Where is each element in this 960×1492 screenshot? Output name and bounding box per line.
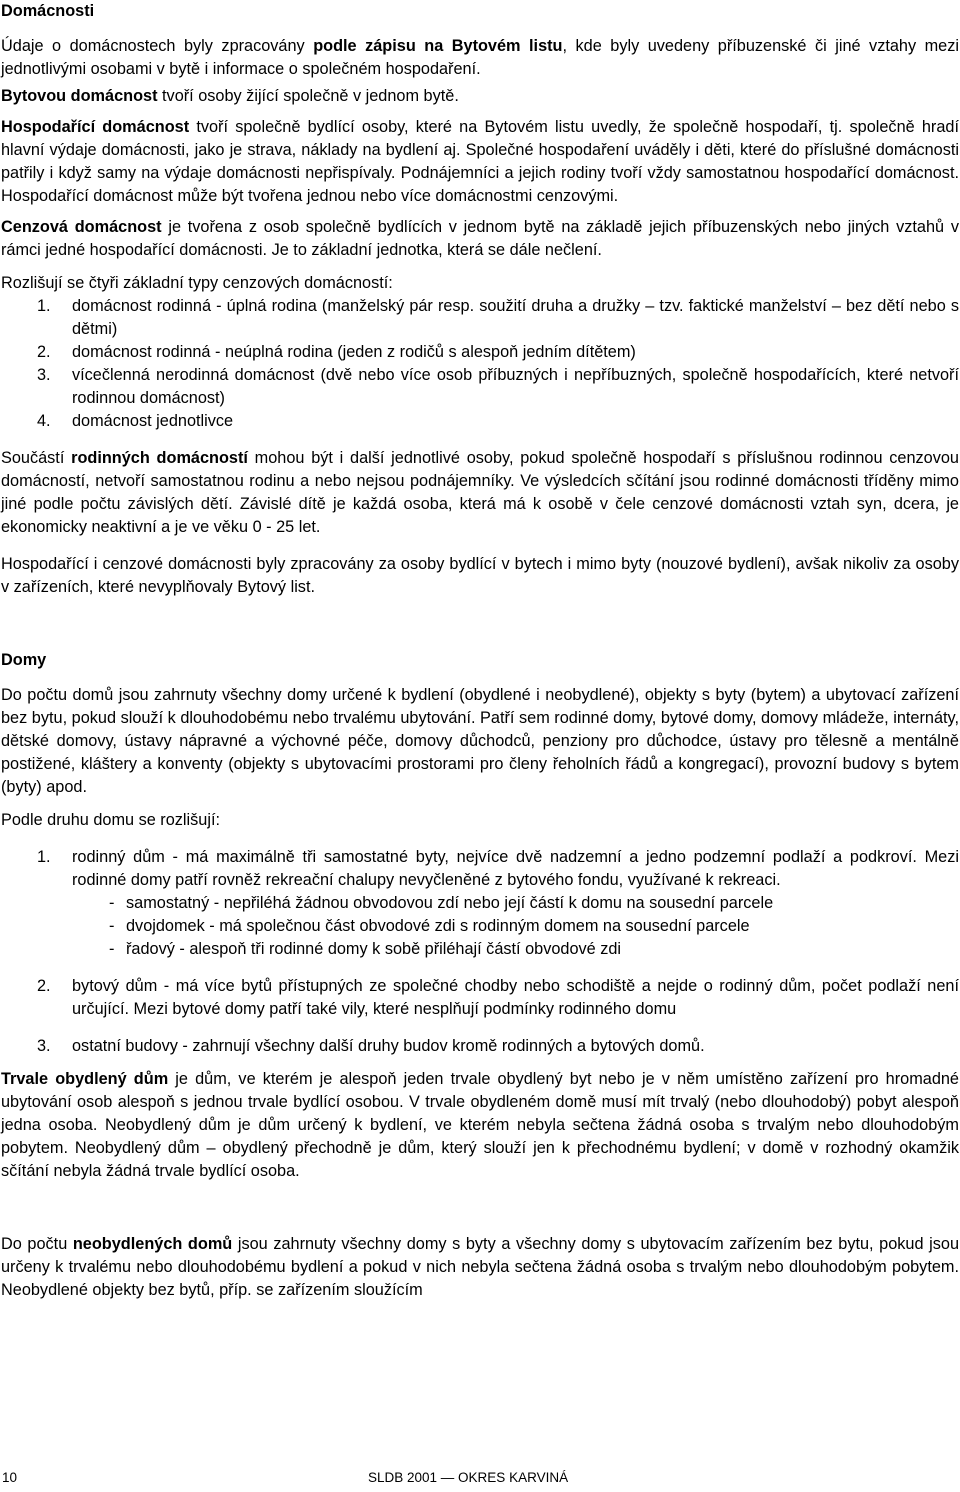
list-item-text: domácnost jednotlivce <box>72 412 234 430</box>
list-number: 3. <box>37 366 51 384</box>
list-number: 2. <box>37 977 51 995</box>
list-item <box>1 410 959 433</box>
list-item-text: domácnost rodinná - neúplná rodina (jeden z rodičů s alespoň jedním dítětem) <box>72 343 636 361</box>
list-item-text: ostatní budovy - zahrnují všechny další druhy budov kromě rodinných a bytových domů. <box>72 1037 705 1055</box>
sub-list-text: samostatný - nepřiléhá žádnou obvodovou zdí nebo její částí k domu na sousední parcele <box>126 894 774 912</box>
list-item <box>1 975 959 1021</box>
list-item <box>1 364 959 410</box>
sub-list-text: řadový - alespoň tři rodinné domy k sobě přiléhají částí obvodové zdi <box>126 940 622 958</box>
paragraph <box>1 116 959 208</box>
paragraph <box>1 35 959 81</box>
text-run: jsou zahrnuty všechny domy s byty a všechny domy s ubytovacím zařízením bez bytu, pokud jsou určeny k trvalému nebo dlouhodobému bydlení a pokud v nich nebyla sečtena žádná osoba s trvalým nebo dlouhodobým pobytem. Neobydlené objekty bez bytů, příp. se zařízením sloužícím <box>1 1235 959 1299</box>
page-number: 10 <box>2 1470 18 1485</box>
bold-term: neobydlených domů <box>72 1235 233 1253</box>
household-types-list <box>1 295 959 433</box>
text-run: Do počtu <box>1 1235 73 1253</box>
text-run: je dům, ve kterém je alespoň jeden trvale obydlený byt nebo je v něm umístěno zařízení pro hromadné ubytování osob alespoň s jednou trvale bydlící osobou. V trvale obydleném domě musí mít trvalý (nebo dlouhodobý) pobyt alespoň jedna osoba. Neobydlený dům je dům určený k bydlení, ve kterém nebyla sečtena žádná osoba s trvalým nebo dlouhodobým pobytem. Neobydlený dům – obydlený přechodně je dům, který slouží jen k přechodnému bydlení; v domě v rozhodný okamžik sčítání nebyla žádná trvale bydlící osoba. <box>1 1070 959 1180</box>
bold-term: Cenzová domácnost <box>1 218 162 236</box>
bold-term: rodinných domácností <box>71 449 248 467</box>
page-content <box>1 0 959 1302</box>
kinds-intro: Podle druhu domu se rozlišují: <box>1 811 221 829</box>
paragraph <box>1 1068 959 1183</box>
text-run: mohou být i další jednotlivé osoby, pokud společně hospodaří s příslušnou rodinnou cenzovou domácností, netvoří samostatnou rodinu a nebo nejsou podnájemníky. Ve výsledcích sčítání jsou rodinné domácnosti tříděny mimo jiné podle počtu závislých dětí. Závislé dítě je každá osoba, která má k osobě v čele cenzové domácnosti vztah syn, dcera, je ekonomicky neaktivní a je ve věku 0 - 25 let. <box>1 449 959 536</box>
types-intro: Rozlišují se čtyři základní typy cenzových domácností: <box>1 274 393 292</box>
paragraph <box>1 447 959 539</box>
list-number: 1. <box>37 297 51 315</box>
text-run: je tvořena z osob společně bydlících v jednom bytě na základě jejich příbuzenských nebo jiných vztahů v rámci jedné hospodařící domácnosti. Je to základní jednotka, která se dále nečlení. <box>1 218 959 259</box>
list-item <box>1 1035 959 1058</box>
footer-title: SLDB 2001 — OKRES KARVINÁ <box>368 1470 569 1485</box>
paragraph <box>1 1233 959 1302</box>
list-number: 4. <box>37 412 51 430</box>
list-number: 1. <box>37 848 51 866</box>
list-item <box>1 846 959 961</box>
list-number: 3. <box>37 1037 51 1055</box>
sub-list <box>72 892 959 961</box>
section-heading-households: Domácnosti <box>1 2 95 20</box>
sub-list-item <box>1 938 959 961</box>
paragraph <box>1 216 959 262</box>
section-heading-houses: Domy <box>1 651 47 669</box>
sub-list-text: dvojdomek - má společnou část obvodové zdi s rodinným domem na sousední parcele <box>126 917 750 935</box>
list-item-text: vícečlenná nerodinná domácnost (dvě nebo více osob příbuzných i nepříbuzných, společně hospodařících, které netvoří rodinnou domácnost) <box>72 366 959 407</box>
list-number: 2. <box>37 343 51 361</box>
bold-term: Bytovou domácnost <box>1 87 158 105</box>
dash-marker: - <box>109 940 115 958</box>
sub-list-item <box>1 892 959 915</box>
bold-term: podle zápisu na Bytovém listu <box>313 37 563 55</box>
text-run: , kde byly uvedeny příbuzenské či jiné vztahy mezi jednotlivými osobami v bytě i informace o společném hospodaření. <box>1 37 959 78</box>
text-run: tvoří osoby žijící společně v jednom bytě. <box>157 87 459 105</box>
page-footer <box>1 1466 959 1488</box>
list-item <box>1 295 959 341</box>
text-run: Součástí <box>1 449 72 467</box>
bold-term: Trvale obydlený dům <box>1 1070 169 1088</box>
bold-term: Hospodařící domácnost <box>1 118 190 136</box>
list-item-text: bytový dům - má více bytů přístupných ze společné chodby nebo schodiště a nejde o rodinný dům, počet podlaží není určující. Mezi bytové domy patří také vily, které nesplňují podmínky rodinného domu <box>72 977 959 1018</box>
text-run: tvoří společně bydlící osoby, které na Bytovém listu uvedly, že společně hospodaří, tj. společně hradí hlavní výdaje domácnosti, jako je strava, náklady na bydlení aj. Společné hospodaření uváděly i děti, které do příslušné domácnosti patřily i když samy na výdaje domácnosti nepřispívaly. Podnájemníci a jejich rodiny tvoří vždy samostatnou hospodařící domácnost. Hospodařící domácnost může být tvořena jednou nebo více domácnostmi cenzovými. <box>1 118 959 205</box>
list-item-text: rodinný dům - má maximálně tři samostatné byty, nejvíce dvě nadzemní a jedno podzemní podlaží a podkroví. Mezi rodinné domy patří rovněž rekreační chalupy nevyčleněné z bytového fondu, využívané k rekreaci. <box>72 848 959 889</box>
paragraph: Do počtu domů jsou zahrnuty všechny domy určené k bydlení (obydlené i neobydlené), objekty s byty (bytem) a ubytovací zařízení bez bytu, pokud slouží k dlouhodobému nebo trvalému ubytování. Patří sem rodinné domy, bytové domy, domovy mládeže, internáty, dětské domovy, ústavy nápravné a výchovné péče, domovy důchodců, penziony pro důchodce, ústavy pro tělesně a mentálně postižené, kláštery a konventy (objekty s ubytovacími prostorami pro členy řeholních řádů a kongregací), provozní budovy s bytem (byty) apod. <box>1 686 959 796</box>
dash-marker: - <box>109 917 115 935</box>
paragraph <box>1 85 959 108</box>
house-kinds-list <box>1 846 959 1058</box>
list-item-text: domácnost rodinná - úplná rodina (manželský pár resp. soužití druha a družky – tzv. faktické manželství – bez dětí nebo s dětmi) <box>72 297 959 338</box>
dash-marker: - <box>109 894 115 912</box>
text-run: Údaje o domácnostech byly zpracovány <box>1 37 314 55</box>
list-item <box>1 341 959 364</box>
paragraph: Hospodařící i cenzové domácnosti byly zpracovány za osoby bydlící v bytech i mimo byty (nouzové bydlení), avšak nikoliv za osoby v zařízeních, které nevyplňovaly Bytový list. <box>1 555 959 596</box>
sub-list-item <box>1 915 959 938</box>
